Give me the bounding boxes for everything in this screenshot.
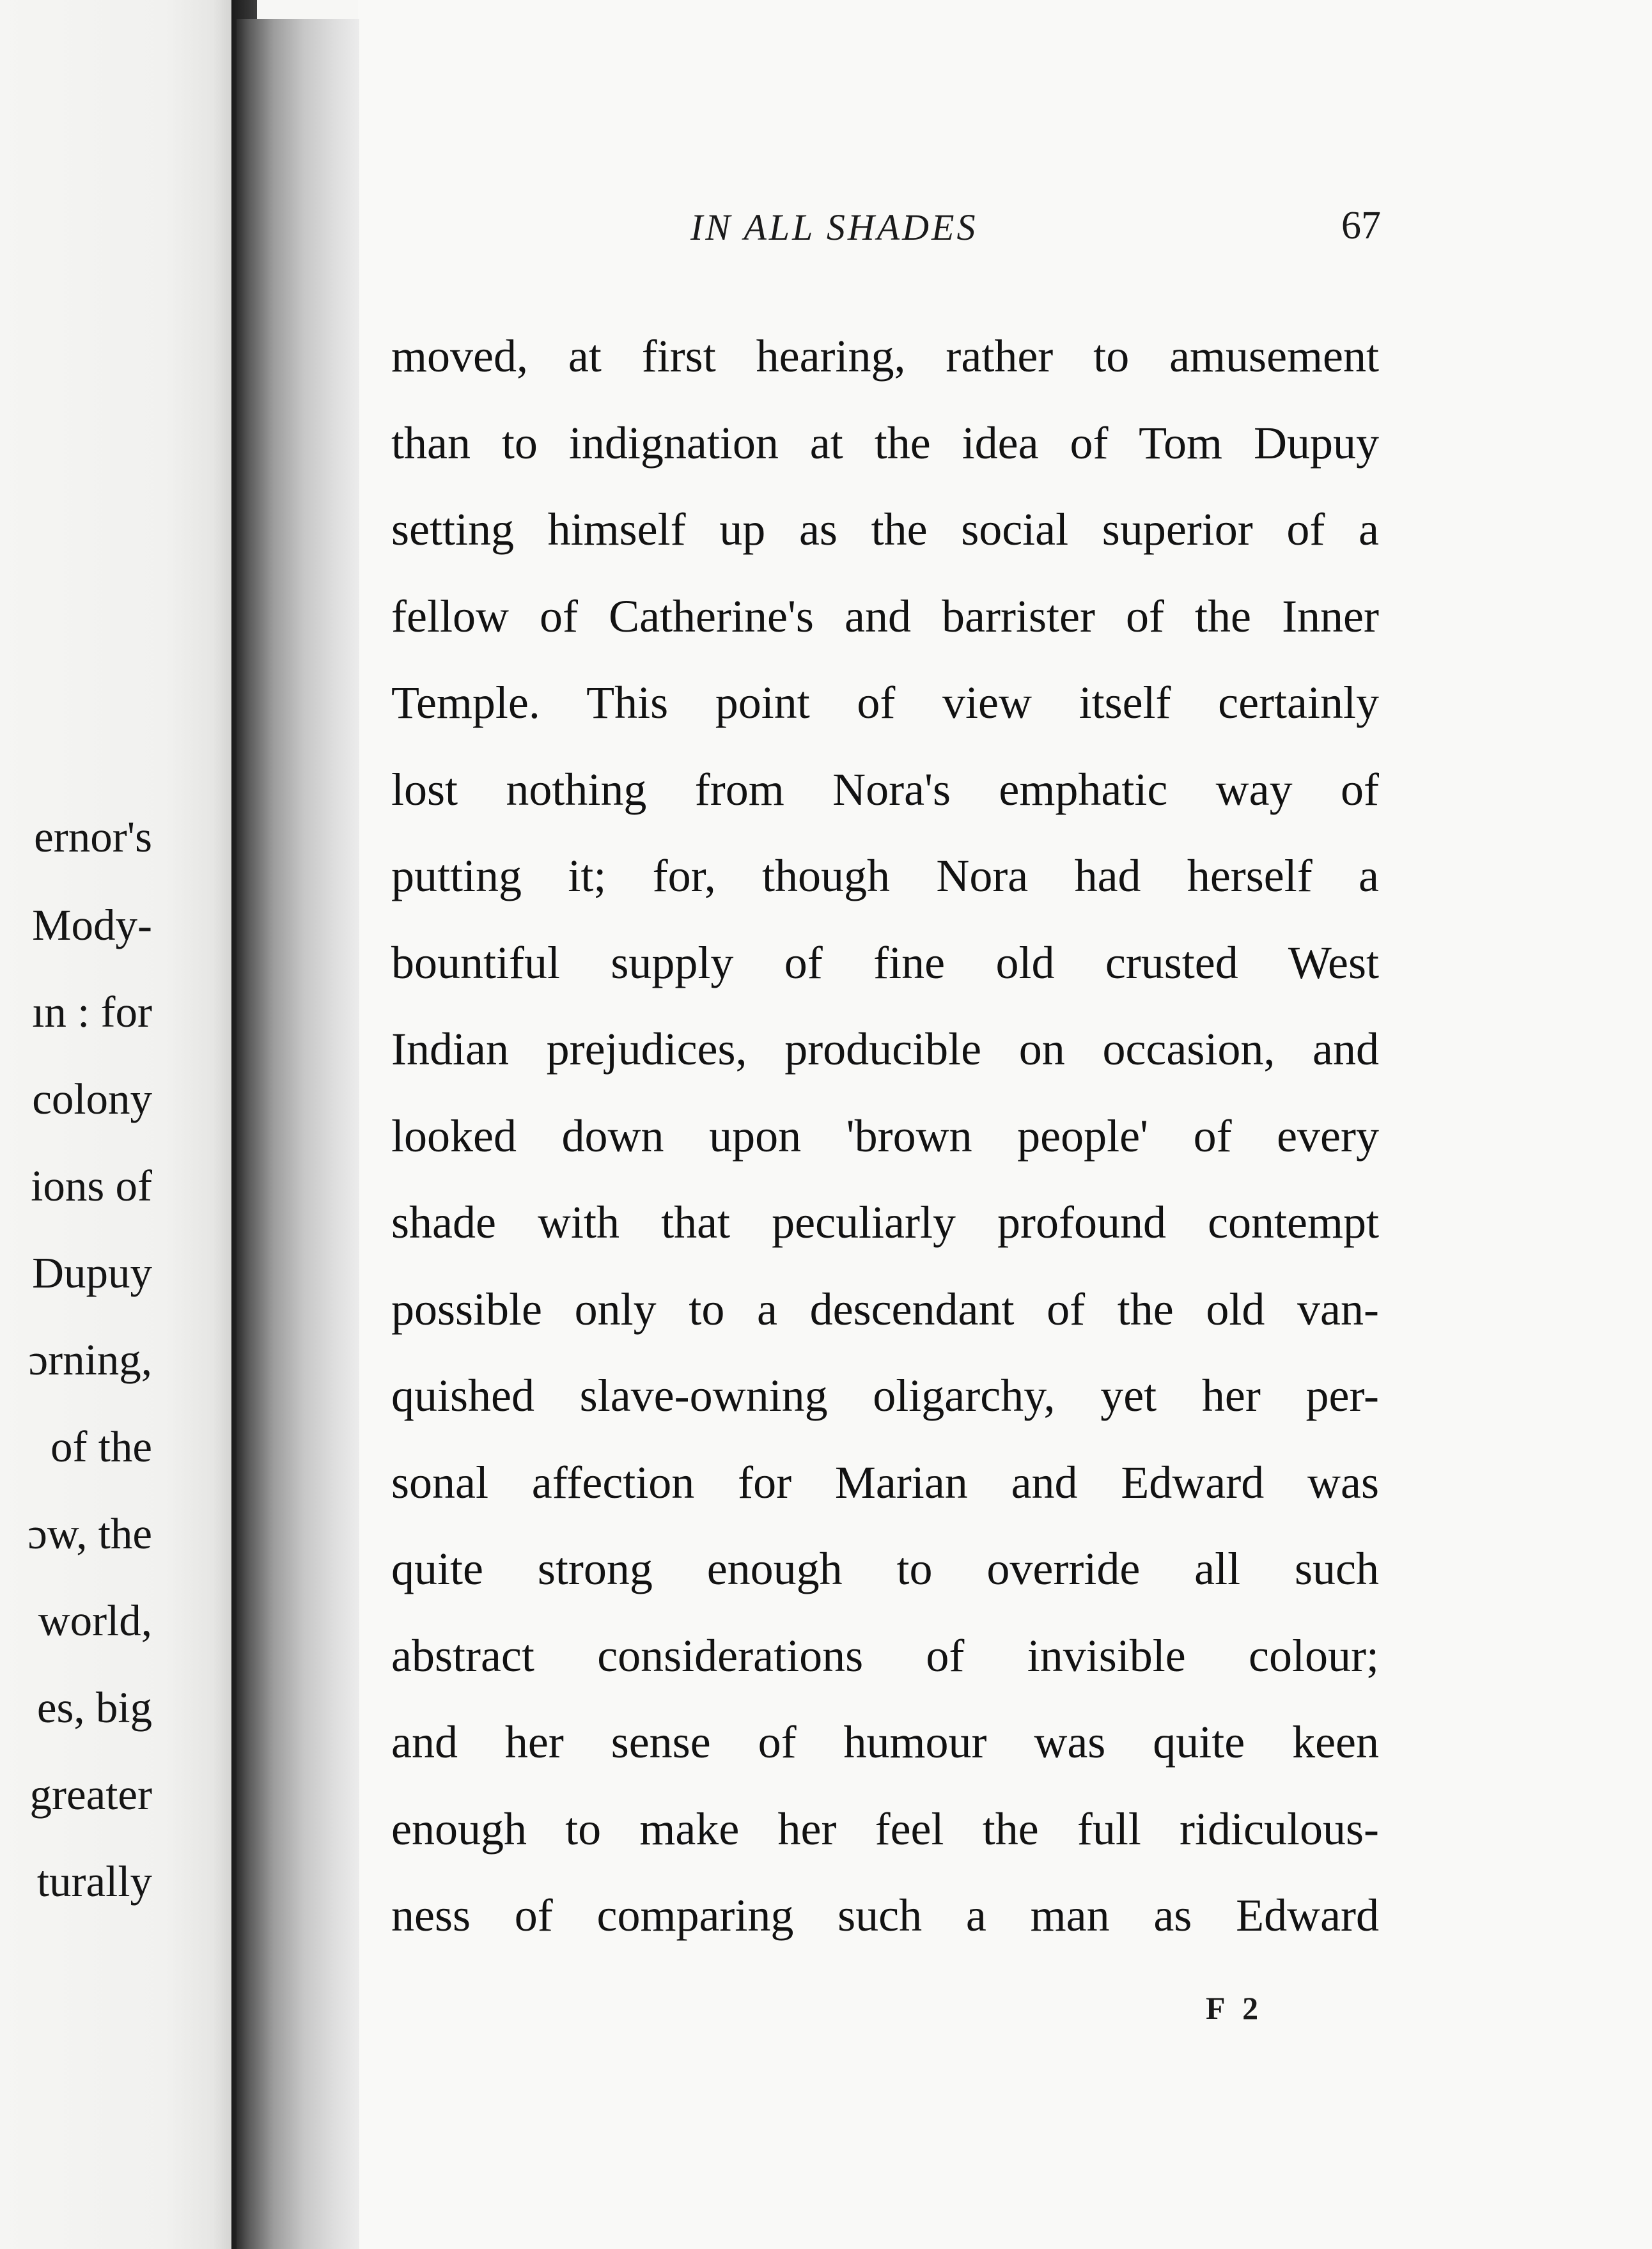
text-line: putting it; for, though Nora had herself a	[391, 850, 1379, 901]
text-line: than to indignation at the idea of Tom Dupuy	[391, 417, 1379, 469]
text-line: quite strong enough to override all such	[391, 1543, 1379, 1594]
text-line: and her sense of humour was quite keen	[391, 1716, 1379, 1768]
running-head: IN ALL SHADES	[690, 206, 978, 248]
left-text-fragment: es, big	[36, 1683, 152, 1732]
text-line: Indian prejudices, producible on occasion, and	[391, 1023, 1379, 1075]
left-facing-page	[0, 0, 237, 2249]
left-text-fragment: turally	[36, 1857, 152, 1906]
signature-mark: F 2	[1206, 1990, 1264, 2026]
text-line: abstract considerations of invisible colour;	[391, 1630, 1379, 1681]
left-text-fragment: colony	[32, 1075, 152, 1123]
text-line: quished slave-owning oligarchy, yet her per-	[391, 1370, 1379, 1421]
text-line: enough to make her feel the full ridiculous-	[391, 1803, 1379, 1855]
text-line: fellow of Catherine's and barrister of the Inner	[391, 590, 1379, 642]
body-text	[391, 313, 1379, 1959]
text-line: sonal affection for Marian and Edward was	[391, 1456, 1379, 1508]
book-gutter-shadow	[237, 19, 359, 2249]
text-line: looked down upon 'brown people' of every	[391, 1110, 1379, 1162]
left-text-fragment: ın : for	[32, 988, 152, 1036]
text-line: Temple. This point of view itself certainly	[391, 677, 1379, 728]
left-text-fragment: greater	[29, 1770, 152, 1819]
text-line: possible only to a descendant of the old van-	[391, 1283, 1379, 1335]
left-text-fragment: ions of	[31, 1162, 152, 1210]
text-line: moved, at first hearing, rather to amusement	[391, 331, 1379, 382]
left-text-fragment: world,	[38, 1596, 152, 1645]
left-text-fragment: Mody-	[32, 901, 152, 949]
text-line: ness of comparing such a man as Edward	[391, 1890, 1379, 1941]
text-line: bountiful supply of fine old crusted West	[391, 937, 1379, 988]
text-line: shade with that peculiarly profound contempt	[391, 1197, 1379, 1248]
left-text-fragment: ernor's	[34, 813, 152, 861]
left-text-fragment: of the	[50, 1422, 152, 1471]
text-line: lost nothing from Nora's emphatic way of	[391, 763, 1379, 815]
left-text-fragment: ɔrning,	[28, 1335, 152, 1384]
text-line: setting himself up as the social superior of a	[391, 504, 1379, 555]
left-text-fragment: Dupuy	[32, 1249, 152, 1297]
left-text-fragment: ɔw, the	[27, 1509, 152, 1558]
page-number: 67	[1341, 204, 1381, 247]
